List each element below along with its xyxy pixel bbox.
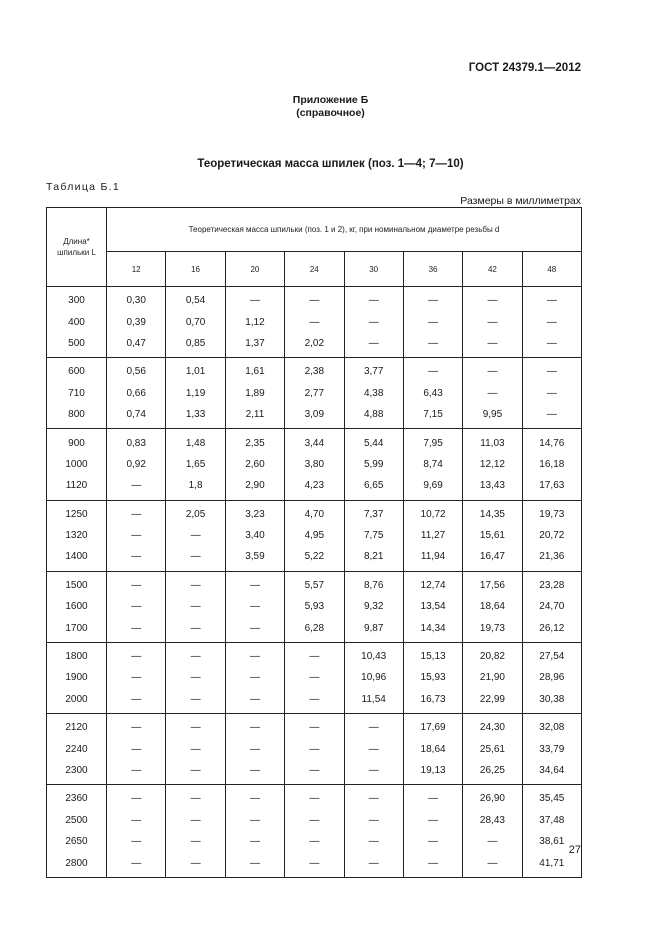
mass-cell: 8,21 (344, 546, 403, 571)
table-row (47, 500, 582, 525)
mass-cell: — (107, 738, 166, 759)
mass-cell: — (225, 571, 284, 596)
mass-cell: 26,25 (463, 760, 522, 785)
mass-cell: 21,90 (463, 667, 522, 688)
mass-cell: 13,54 (403, 596, 462, 617)
length-header-line2: шпильки L (57, 248, 96, 257)
mass-cell: 12,12 (463, 454, 522, 475)
mass-cell: 1,37 (225, 333, 284, 358)
mass-cell: 0,70 (166, 311, 225, 332)
diameter-header: 42 (463, 252, 522, 287)
mass-cell: 19,73 (522, 500, 581, 525)
mass-cell: — (463, 358, 522, 383)
mass-cell: 26,90 (463, 785, 522, 810)
mass-cell: 34,64 (522, 760, 581, 785)
mass-cell: 14,34 (403, 617, 462, 642)
mass-cell: — (522, 358, 581, 383)
mass-cell: — (344, 831, 403, 852)
mass-cell: — (225, 617, 284, 642)
table-row (47, 525, 582, 546)
mass-cell: — (285, 831, 344, 852)
mass-cell: 5,22 (285, 546, 344, 571)
length-cell: 2120 (47, 714, 107, 739)
mass-span-header: Теоретическая масса шпильки (поз. 1 и 2), кг, при номинальном диаметре резьбы d (107, 208, 582, 252)
length-cell: 800 (47, 404, 107, 429)
mass-cell: — (166, 810, 225, 831)
table-row (47, 785, 582, 810)
table-row (47, 333, 582, 358)
mass-cell: 5,93 (285, 596, 344, 617)
mass-cell: 2,60 (225, 454, 284, 475)
mass-cell: 10,96 (344, 667, 403, 688)
mass-cell: 41,71 (522, 852, 581, 877)
mass-cell: — (225, 852, 284, 877)
mass-cell: 6,28 (285, 617, 344, 642)
mass-cell: 19,13 (403, 760, 462, 785)
mass-cell: — (107, 785, 166, 810)
mass-cell: 9,69 (403, 475, 462, 500)
mass-cell: 3,40 (225, 525, 284, 546)
length-cell: 1320 (47, 525, 107, 546)
table-row (47, 689, 582, 714)
mass-cell: 2,02 (285, 333, 344, 358)
mass-cell: — (463, 311, 522, 332)
mass-cell: — (522, 383, 581, 404)
mass-cell: 3,59 (225, 546, 284, 571)
table-row (47, 596, 582, 617)
mass-cell: 3,77 (344, 358, 403, 383)
mass-cell: 2,11 (225, 404, 284, 429)
mass-table (46, 207, 582, 878)
mass-cell: — (463, 333, 522, 358)
mass-cell: — (166, 738, 225, 759)
length-cell: 1120 (47, 475, 107, 500)
length-cell: 500 (47, 333, 107, 358)
mass-cell: 24,70 (522, 596, 581, 617)
mass-cell: — (166, 667, 225, 688)
mass-cell: 19,73 (463, 617, 522, 642)
mass-cell: 27,54 (522, 642, 581, 667)
diameter-header: 20 (225, 252, 284, 287)
table-row (47, 571, 582, 596)
length-cell: 1400 (47, 546, 107, 571)
table-row (47, 738, 582, 759)
length-cell: 300 (47, 287, 107, 312)
mass-cell: 30,38 (522, 689, 581, 714)
mass-cell: 5,99 (344, 454, 403, 475)
mass-cell: — (107, 546, 166, 571)
mass-cell: 0,39 (107, 311, 166, 332)
diameter-header: 36 (403, 252, 462, 287)
table-row (47, 358, 582, 383)
table-title: Теоретическая масса шпилек (поз. 1—4; 7—10) (197, 158, 464, 170)
mass-cell: 28,43 (463, 810, 522, 831)
mass-cell: — (285, 714, 344, 739)
mass-cell: — (107, 667, 166, 688)
length-cell: 2360 (47, 785, 107, 810)
mass-cell: 1,8 (166, 475, 225, 500)
mass-cell: — (107, 571, 166, 596)
mass-cell: 20,82 (463, 642, 522, 667)
mass-cell: — (225, 714, 284, 739)
mass-cell: — (166, 596, 225, 617)
mass-cell: 28,96 (522, 667, 581, 688)
mass-cell: 20,72 (522, 525, 581, 546)
mass-cell: — (225, 689, 284, 714)
mass-cell: 17,56 (463, 571, 522, 596)
mass-cell: — (107, 689, 166, 714)
length-cell: 400 (47, 311, 107, 332)
table-row (47, 404, 582, 429)
mass-cell: 3,23 (225, 500, 284, 525)
length-cell: 2800 (47, 852, 107, 877)
mass-cell: 2,77 (285, 383, 344, 404)
mass-cell: — (285, 311, 344, 332)
mass-cell: — (166, 760, 225, 785)
mass-cell: — (166, 642, 225, 667)
mass-cell: — (285, 287, 344, 312)
table-row (47, 760, 582, 785)
mass-cell: 32,08 (522, 714, 581, 739)
mass-cell: — (166, 852, 225, 877)
mass-cell: 7,15 (403, 404, 462, 429)
mass-cell: — (107, 596, 166, 617)
mass-cell: 14,35 (463, 500, 522, 525)
mass-cell: 1,89 (225, 383, 284, 404)
mass-cell: — (166, 546, 225, 571)
length-cell: 2000 (47, 689, 107, 714)
mass-cell: — (344, 738, 403, 759)
mass-cell: 4,23 (285, 475, 344, 500)
mass-cell: — (225, 738, 284, 759)
mass-cell: 0,47 (107, 333, 166, 358)
mass-cell: 0,56 (107, 358, 166, 383)
length-cell: 1700 (47, 617, 107, 642)
mass-cell: 4,95 (285, 525, 344, 546)
mass-cell: 0,83 (107, 429, 166, 454)
standard-number: ГОСТ 24379.1—2012 (468, 62, 581, 74)
length-cell: 1500 (47, 571, 107, 596)
mass-cell: — (166, 525, 225, 546)
mass-cell: — (285, 852, 344, 877)
mass-cell: 10,72 (403, 500, 462, 525)
mass-cell: — (344, 810, 403, 831)
table-row (47, 311, 582, 332)
mass-cell: — (344, 311, 403, 332)
table-row (47, 810, 582, 831)
mass-cell: 22,99 (463, 689, 522, 714)
appendix-heading (0, 94, 661, 120)
length-cell: 1900 (47, 667, 107, 688)
length-cell: 710 (47, 383, 107, 404)
mass-cell: 14,76 (522, 429, 581, 454)
diameter-header: 24 (285, 252, 344, 287)
mass-cell: — (225, 831, 284, 852)
mass-cell: — (403, 810, 462, 831)
mass-cell: — (225, 810, 284, 831)
mass-cell: — (166, 617, 225, 642)
mass-cell: — (463, 383, 522, 404)
mass-cell: 11,54 (344, 689, 403, 714)
mass-cell: — (403, 358, 462, 383)
mass-cell: 1,48 (166, 429, 225, 454)
table-row (47, 617, 582, 642)
mass-cell: 2,90 (225, 475, 284, 500)
appendix-title: Приложение Б (292, 94, 369, 106)
mass-cell: 3,09 (285, 404, 344, 429)
mass-cell: 5,44 (344, 429, 403, 454)
mass-cell: — (463, 831, 522, 852)
table-row (47, 642, 582, 667)
mass-cell: — (463, 852, 522, 877)
mass-cell: — (285, 760, 344, 785)
mass-cell: 24,30 (463, 714, 522, 739)
mass-cell: — (107, 642, 166, 667)
table-row (47, 714, 582, 739)
mass-cell: 26,12 (522, 617, 581, 642)
mass-cell: 3,80 (285, 454, 344, 475)
mass-cell: 7,37 (344, 500, 403, 525)
mass-cell: 5,57 (285, 571, 344, 596)
table-row (47, 429, 582, 454)
mass-cell: — (225, 785, 284, 810)
mass-cell: — (107, 617, 166, 642)
diameter-header: 30 (344, 252, 403, 287)
mass-cell: 11,03 (463, 429, 522, 454)
mass-cell: 7,75 (344, 525, 403, 546)
mass-cell: 1,01 (166, 358, 225, 383)
mass-cell: — (166, 689, 225, 714)
mass-cell: — (344, 714, 403, 739)
mass-cell: 1,12 (225, 311, 284, 332)
length-header-line1: Длина* (63, 237, 90, 246)
length-cell: 600 (47, 358, 107, 383)
length-cell: 2300 (47, 760, 107, 785)
length-cell: 900 (47, 429, 107, 454)
mass-cell: 4,88 (344, 404, 403, 429)
mass-cell: — (107, 714, 166, 739)
length-cell: 2650 (47, 831, 107, 852)
mass-cell: — (522, 287, 581, 312)
mass-cell: — (403, 287, 462, 312)
mass-cell: — (107, 500, 166, 525)
diameter-header: 12 (107, 252, 166, 287)
length-cell: 2240 (47, 738, 107, 759)
table-row (47, 475, 582, 500)
table-row (47, 852, 582, 877)
mass-cell: 0,85 (166, 333, 225, 358)
table-row (47, 831, 582, 852)
appendix-subtitle: (справочное) (296, 107, 365, 119)
mass-cell: 9,87 (344, 617, 403, 642)
mass-cell: — (285, 667, 344, 688)
mass-cell: — (225, 287, 284, 312)
mass-cell: — (344, 852, 403, 877)
mass-cell: 1,61 (225, 358, 284, 383)
mass-cell: 8,76 (344, 571, 403, 596)
mass-cell: — (285, 689, 344, 714)
mass-cell: 6,65 (344, 475, 403, 500)
diameter-header: 48 (522, 252, 581, 287)
table-row (47, 454, 582, 475)
mass-cell: 2,35 (225, 429, 284, 454)
length-cell: 1000 (47, 454, 107, 475)
mass-cell: 33,79 (522, 738, 581, 759)
mass-cell: 4,38 (344, 383, 403, 404)
mass-cell: 2,05 (166, 500, 225, 525)
length-cell: 1600 (47, 596, 107, 617)
mass-cell: 1,33 (166, 404, 225, 429)
mass-cell: 15,61 (463, 525, 522, 546)
mass-cell: — (166, 571, 225, 596)
mass-cell: 35,45 (522, 785, 581, 810)
mass-cell: — (344, 760, 403, 785)
mass-cell: 1,65 (166, 454, 225, 475)
mass-cell: 11,94 (403, 546, 462, 571)
mass-cell: 16,73 (403, 689, 462, 714)
mass-cell: 0,74 (107, 404, 166, 429)
mass-cell: 23,28 (522, 571, 581, 596)
mass-cell: 18,64 (403, 738, 462, 759)
length-cell: 2500 (47, 810, 107, 831)
mass-cell: 17,69 (403, 714, 462, 739)
mass-cell: 6,43 (403, 383, 462, 404)
mass-cell: 25,61 (463, 738, 522, 759)
mass-cell: — (403, 311, 462, 332)
mass-cell: 0,30 (107, 287, 166, 312)
mass-cell: 15,93 (403, 667, 462, 688)
mass-cell: — (285, 810, 344, 831)
mass-cell: — (107, 831, 166, 852)
mass-cell: — (522, 404, 581, 429)
mass-cell: 18,64 (463, 596, 522, 617)
mass-cell: — (107, 810, 166, 831)
mass-cell: 0,92 (107, 454, 166, 475)
mass-cell: — (166, 714, 225, 739)
mass-cell: 8,74 (403, 454, 462, 475)
mass-cell: 1,19 (166, 383, 225, 404)
mass-cell: 12,74 (403, 571, 462, 596)
mass-cell: 3,44 (285, 429, 344, 454)
mass-cell: 4,70 (285, 500, 344, 525)
mass-cell: — (225, 596, 284, 617)
length-header (47, 208, 107, 287)
mass-cell: — (344, 287, 403, 312)
table-row (47, 383, 582, 404)
mass-cell: 0,54 (166, 287, 225, 312)
table-row (47, 287, 582, 312)
length-cell: 1800 (47, 642, 107, 667)
length-cell: 1250 (47, 500, 107, 525)
mass-cell: — (166, 831, 225, 852)
units-note: Размеры в миллиметрах (460, 195, 581, 207)
mass-cell: 7,95 (403, 429, 462, 454)
mass-cell: — (285, 738, 344, 759)
mass-cell: 38,61 (522, 831, 581, 852)
page-number: 27 (568, 844, 581, 856)
mass-cell: — (225, 760, 284, 785)
mass-cell: — (285, 785, 344, 810)
mass-cell: — (403, 333, 462, 358)
mass-cell: — (107, 760, 166, 785)
mass-cell: 0,66 (107, 383, 166, 404)
mass-cell: — (522, 333, 581, 358)
mass-cell: — (344, 785, 403, 810)
mass-cell: — (463, 287, 522, 312)
diameter-header: 16 (166, 252, 225, 287)
mass-cell: 10,43 (344, 642, 403, 667)
mass-cell: 37,48 (522, 810, 581, 831)
mass-cell: — (403, 831, 462, 852)
mass-cell: — (107, 475, 166, 500)
mass-cell: — (403, 852, 462, 877)
mass-cell: 21,36 (522, 546, 581, 571)
mass-cell: — (225, 667, 284, 688)
table-label: Таблица Б.1 (46, 181, 121, 193)
table-row (47, 546, 582, 571)
mass-cell: — (107, 525, 166, 546)
mass-cell: — (344, 333, 403, 358)
mass-cell: — (166, 785, 225, 810)
table-row (47, 667, 582, 688)
mass-cell: 2,38 (285, 358, 344, 383)
mass-cell: 13,43 (463, 475, 522, 500)
mass-cell: — (225, 642, 284, 667)
mass-cell: 16,18 (522, 454, 581, 475)
mass-cell: 11,27 (403, 525, 462, 546)
mass-cell: — (107, 852, 166, 877)
mass-cell: 15,13 (403, 642, 462, 667)
mass-cell: — (285, 642, 344, 667)
mass-cell: — (403, 785, 462, 810)
mass-cell: 16,47 (463, 546, 522, 571)
mass-cell: 17,63 (522, 475, 581, 500)
mass-cell: 9,95 (463, 404, 522, 429)
mass-cell: 9,32 (344, 596, 403, 617)
mass-cell: — (522, 311, 581, 332)
